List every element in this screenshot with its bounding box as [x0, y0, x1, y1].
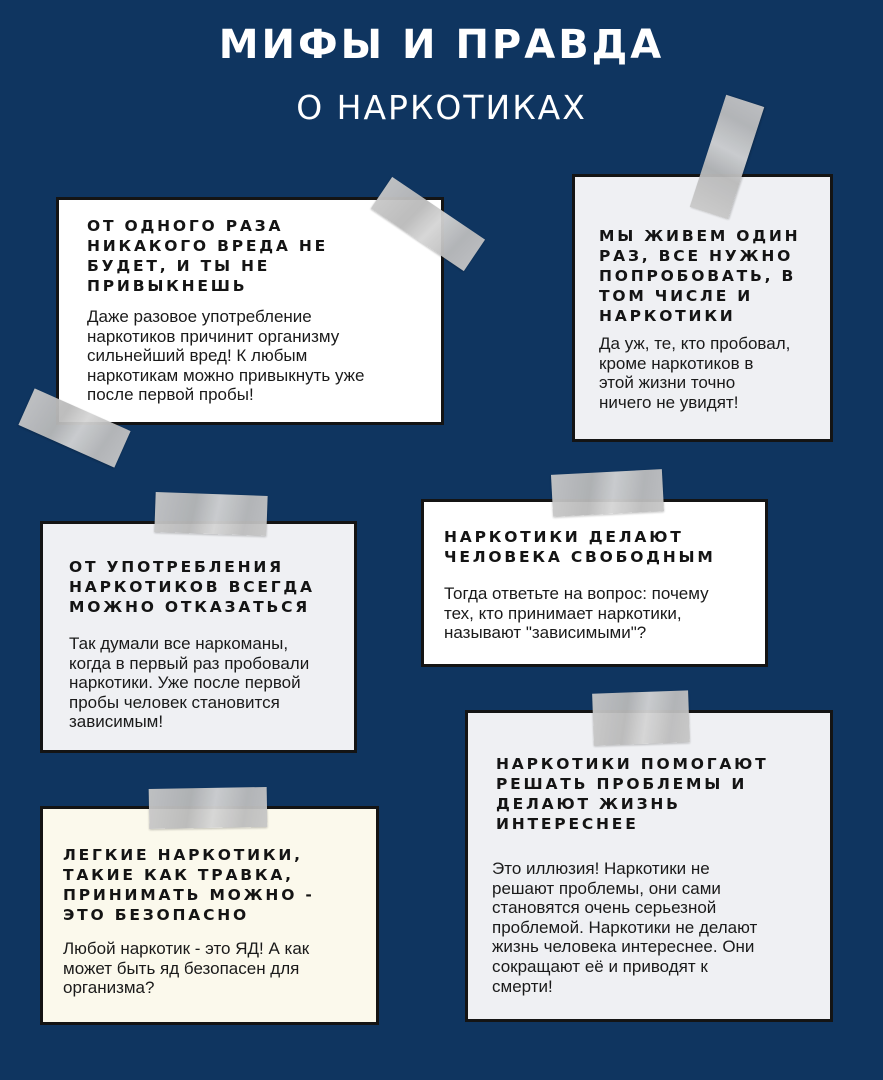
myth-heading	[59, 216, 441, 296]
text-line: Так думали все наркоманы,	[69, 634, 289, 653]
text-line: Тогда ответьте на вопрос: почему	[444, 584, 709, 603]
truth-text	[43, 939, 376, 998]
text-line: пробы человек становится	[69, 692, 280, 712]
text-line: жизнь человека интереснее. Они	[492, 937, 755, 957]
text-line: организма?	[63, 978, 155, 998]
heading-line: ПОПРОБОВАТЬ, В	[599, 267, 797, 285]
heading-line: НАРКОТИКИ	[599, 307, 736, 325]
heading-line: ИНТЕРЕСНЕЕ	[496, 815, 639, 833]
text-line: этой жизни точно	[599, 373, 736, 393]
heading-line: ЭТО БЕЗОПАСНО	[63, 906, 250, 924]
tape-strip	[154, 492, 267, 536]
heading-line: ДЕЛАЮТ ЖИЗНЬ	[496, 795, 681, 813]
text-line: смерти!	[492, 976, 553, 996]
text-line: проблемой. Наркотики не делают	[492, 917, 758, 937]
truth-text	[575, 334, 830, 412]
heading-line: МОЖНО ОТКАЗАТЬСЯ	[69, 598, 311, 616]
heading-line: ПРИНИМАТЬ МОЖНО -	[63, 886, 315, 904]
heading-line: НАРКОТИКИ ПОМОГАЮТ	[496, 755, 769, 773]
myth-heading	[575, 226, 830, 326]
text-line: Да уж, те, кто пробовал,	[599, 334, 791, 353]
heading-line: ПРИВЫКНЕШЬ	[87, 277, 248, 295]
heading-line: БУДЕТ, И ТЫ НЕ	[87, 257, 271, 275]
text-line: зависимым!	[69, 712, 164, 732]
heading-line: ОТ ОДНОГО РАЗА	[87, 217, 284, 235]
heading-line: ТАКИЕ КАК ТРАВКА,	[63, 866, 294, 884]
tape-strip	[592, 690, 690, 745]
text-line: Любой наркотик - это ЯД! А как	[63, 939, 310, 958]
text-line: становятся очень серьезной	[492, 898, 717, 918]
heading-line: ЧЕЛОВЕКА СВОБОДНЫМ	[444, 548, 716, 566]
heading-line: МЫ ЖИВЕМ ОДИН	[599, 227, 801, 245]
truth-text	[468, 859, 830, 996]
truth-text	[59, 307, 441, 405]
myth-heading	[43, 845, 376, 925]
tape-strip	[551, 469, 664, 517]
myth-card-1	[56, 197, 444, 425]
heading-line: ОТ УПОТРЕБЛЕНИЯ	[69, 558, 284, 576]
heading-line: ТОМ ЧИСЛЕ И	[599, 287, 754, 305]
myth-heading	[468, 754, 830, 834]
myth-card-5	[40, 806, 379, 1025]
text-line: кроме наркотиков в	[599, 353, 754, 373]
heading-line: НАРКОТИКИ ДЕЛАЮТ	[444, 528, 684, 546]
heading-line: РЕШАТЬ ПРОБЛЕМЫ И	[496, 775, 748, 793]
text-line: сокращают её и приводят к	[492, 956, 708, 976]
text-line: называют "зависимыми"?	[444, 623, 647, 643]
myth-heading	[424, 527, 765, 567]
myth-card-4	[421, 499, 768, 667]
page-subtitle: О НАРКОТИКАХ	[296, 88, 587, 127]
truth-text	[43, 634, 354, 732]
text-line: решают проблемы, они сами	[492, 878, 721, 898]
text-line: наркотиков причинит организму	[87, 326, 340, 346]
text-line: наркотики. Уже после первой	[69, 673, 301, 693]
text-line: сильнейший вред! К любым	[87, 346, 308, 366]
text-line: наркотикам можно привыкнуть уже	[87, 365, 365, 385]
myth-card-2	[572, 174, 833, 442]
page-title: МИФЫ И ПРАВДА	[218, 22, 665, 68]
myth-heading	[43, 557, 354, 617]
myth-card-3	[40, 521, 357, 753]
tape-strip	[149, 787, 268, 829]
text-line: тех, кто принимает наркотики,	[444, 603, 682, 623]
text-line: Это иллюзия! Наркотики не	[492, 859, 710, 878]
text-line: когда в первый раз пробовали	[69, 653, 310, 673]
heading-line: ЛЕГКИЕ НАРКОТИКИ,	[63, 846, 303, 864]
heading-line: НИКАКОГО ВРЕДА НЕ	[87, 237, 329, 255]
truth-text	[424, 584, 765, 643]
text-line: ничего не увидят!	[599, 392, 739, 412]
myth-card-6	[465, 710, 833, 1022]
text-line: Даже разовое употребление	[87, 307, 312, 326]
text-line: может быть яд безопасен для	[63, 958, 300, 978]
text-line: после первой пробы!	[87, 385, 254, 405]
heading-line: НАРКОТИКОВ ВСЕГДА	[69, 578, 315, 596]
heading-line: РАЗ, ВСЕ НУЖНО	[599, 247, 794, 265]
